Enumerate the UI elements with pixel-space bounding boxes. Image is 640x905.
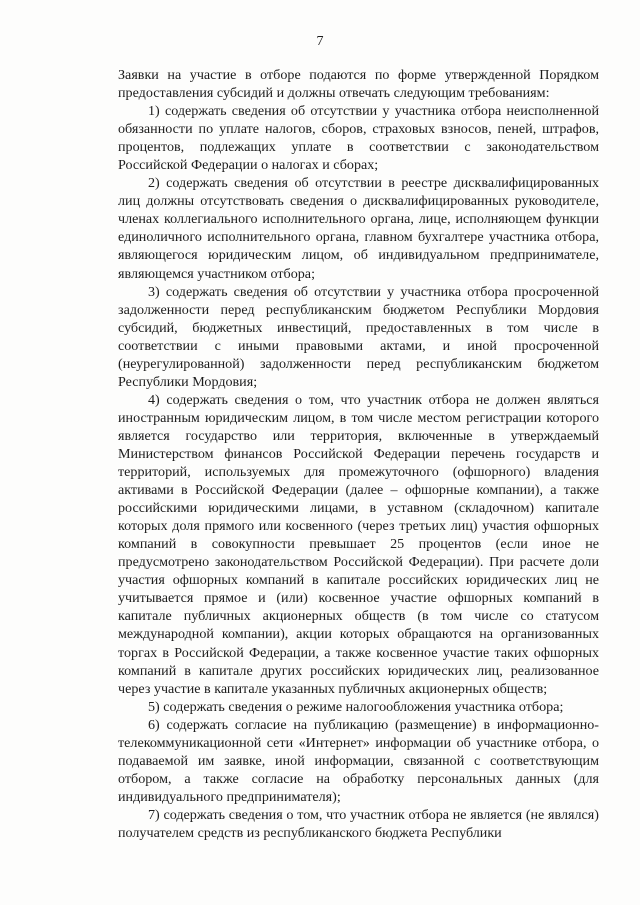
requirement-item-4: 4) содержать сведения о том, что участник отбора не должен являться иностранным юридическим лицом, в том числе местом регистрации которого является государство или территория, включенные в утверждаемый Министерством финансов Российской Федерации перечень государств и территорий, используемых для промежуточного (офшорного) владения активами в Российской Федерации (далее – офшорные компании), а также российскими юридическими лицами, в уставном (складочном) капитале которых доля прямого или косвенного (через третьих лиц) участия офшорных компаний в совокупности превышает 25 процентов (если иное не предусмотрено законодательством Российской Федерации). При расчете доли участия офшорных компаний в капитале российских юридических лиц не учитывается прямое и (или) косвенное участие офшорных компаний в капитале публичных акционерных обществ (в том числе со статусом международной компании), акции которых обращаются на организованных торгах в Российской Федерации, а также косвенное участие таких офшорных компаний в капитале других российских юридических лиц, реализованное через участие в капитале указанных публичных акционерных обществ; <box>118 391 599 697</box>
requirement-item-1: 1) содержать сведения об отсутствии у участника отбора неисполненной обязанности по уплате налогов, сборов, страховых взносов, пеней, штрафов, процентов, подлежащих уплате в соответствии с законодательством Российской Федерации о налогах и сборах; <box>118 103 599 174</box>
requirement-item-3: 3) содержать сведения об отсутствии у участника отбора просроченной задолженности перед республиканским бюджетом Республики Мордовия субсидий, бюджетных инвестиций, предоставленных в том числе в соответствии с иными правовыми актами, и иной просроченной (неурегулированной) задолженности перед республиканским бюджетом Республики Мордовия; <box>118 283 599 390</box>
intro-paragraph: Заявки на участие в отборе подаются по форме утвержденной Порядком предоставления субсидий и должны отвечать следующим требованиям: <box>118 67 599 102</box>
requirement-item-2: 2) содержать сведения об отсутствии в реестре дисквалифицированных лиц должны отсутствовать сведения о дисквалифицированных руководителе, членах коллегиального исполнительного органа, лице, исполняющем функции единоличного исполнительного органа, главном бухгалтере участника отбора, являющегося юридическим лицом, об индивидуальном предпринимателе, являющемся участником отбора; <box>118 175 599 282</box>
document-body <box>118 66 599 842</box>
page-number: 7 <box>316 34 324 49</box>
requirement-item-7: 7) содержать сведения о том, что участник отбора не является (не являлся) получателем средств из республиканского бюджета Республики <box>118 806 599 841</box>
requirement-item-6: 6) содержать согласие на публикацию (размещение) в информационно-телекоммуникационной сети «Интернет» информации об участнике отбора, о подаваемой им заявке, иной информации, связанной с соответствующим отбором, а также согласие на обработку персональных данных (для индивидуального предпринимателя); <box>118 716 599 805</box>
requirement-item-5: 5) содержать сведения о режиме налогообложения участника отбора; <box>148 698 564 715</box>
